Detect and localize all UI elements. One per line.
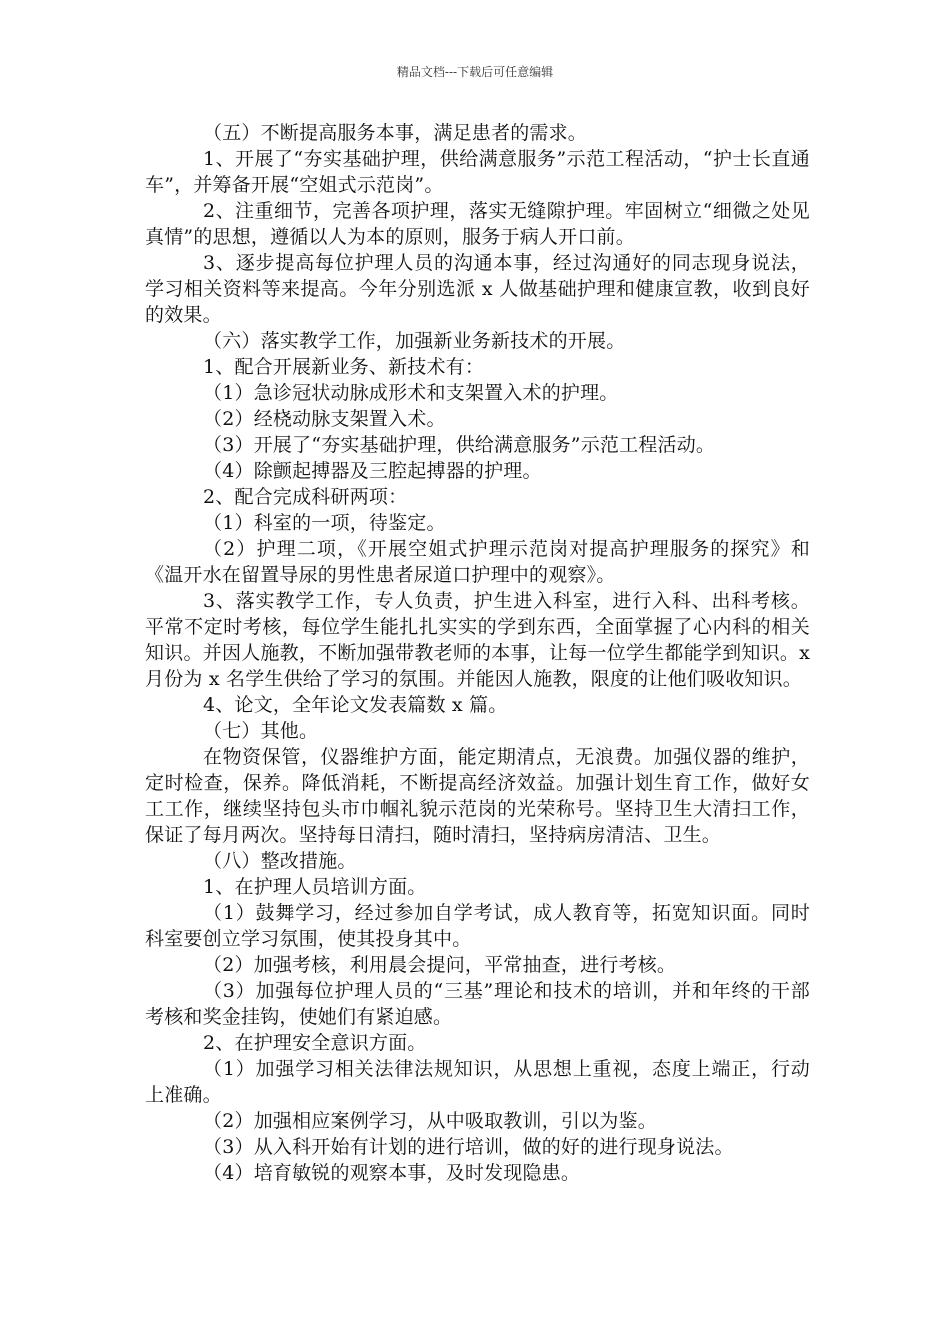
list-item: （4）除颤起搏器及三腔起搏器的护理。	[203, 460, 542, 482]
list-item: （1）科室的一项，待鉴定。	[203, 512, 446, 534]
document-body	[145, 120, 810, 1186]
paragraph: 4、论文，全年论文发表篇数 x 篇。	[203, 694, 508, 716]
list-item: （3）开展了“夯实基础护理，供给满意服务”示范工程活动。	[203, 434, 716, 456]
heading-other: （七）其他。	[203, 720, 319, 742]
paragraph: 1、在护理人员培训方面。	[203, 876, 427, 898]
paragraph: 在物资保管，仪器维护方面，能定期清点，无浪费。加强仪器的维护，定时检查，保养。降低消耗，不断提高经济效益。加强计划生育工作，做好女工工作，继续坚持包头市巾帼礼貌示范岗的光荣称号。坚持卫生大清扫工作，保证了每月两次。坚持每日清扫，随时清扫，坚持病房清洁、卫生。	[145, 746, 810, 846]
list-item: （2）加强考核，利用晨会提问，平常抽查，进行考核。	[203, 954, 677, 976]
heading-teaching: （六）落实教学工作，加强新业务新技术的开展。	[203, 330, 626, 352]
paragraph: 3、落实教学工作，专人负责，护生进入科室，进行入科、出科考核。平常不定时考核，每位学生能扎扎实实的学到东西，全面掌握了心内科的相关知识。并因人施教，不断加强带教老师的本事，让每一位学生都能学到知识。x 月份为 x 名学生供给了学习的氛围。并能因人施教，限度的让他们吸收知识。	[145, 590, 810, 690]
list-item: （3）加强每位护理人员的“三基”理论和技术的培训，并和年终的干部考核和奖金挂钩，使她们有紧迫感。	[145, 980, 810, 1028]
paragraph: 1、开展了“夯实基础护理，供给满意服务”示范工程活动，“护士长直通车”，并筹备开展“空姐式示范岗”。	[145, 148, 810, 196]
list-item: （2）经桡动脉支架置入术。	[203, 408, 446, 430]
list-item: （3）从入科开始有计划的进行培训，做的好的进行现身说法。	[203, 1136, 734, 1158]
list-item: （2）加强相应案例学习，从中吸取教训，引以为鉴。	[203, 1110, 657, 1132]
paragraph: 2、在护理安全意识方面。	[203, 1032, 427, 1054]
list-item: （2）护理二项，《开展空姐式护理示范岗对提高护理服务的探究》和《温开水在留置导尿的男性患者尿道口护理中的观察》。	[145, 538, 810, 586]
list-item: （4）培育敏锐的观察本事，及时发现隐患。	[203, 1162, 581, 1184]
paragraph: 2、配合完成科研两项：	[203, 486, 408, 508]
list-item: （1）加强学习相关法律法规知识，从思想上重视，态度上端正，行动上准确。	[145, 1058, 810, 1106]
paragraph: 3、逐步提高每位护理人员的沟通本事，经过沟通好的同志现身说法，学习相关资料等来提高。今年分别选派 x 人做基础护理和健康宣教，收到良好的效果。	[145, 252, 810, 326]
list-item: （1）急诊冠状动脉成形术和支架置入术的护理。	[203, 382, 619, 404]
list-item: （1）鼓舞学习，经过参加自学考试，成人教育等，拓宽知识面。同时科室要创立学习氛围，使其投身其中。	[145, 902, 810, 950]
paragraph: 2、注重细节，完善各项护理，落实无缝隙护理。牢固树立“细微之处见真情”的思想，遵循以人为本的原则，服务于病人开口前。	[145, 200, 810, 248]
page-header: 精品文档---下载后可任意编辑	[396, 65, 554, 79]
heading-rectification: （八）整改措施。	[203, 850, 357, 872]
heading-service: （五）不断提高服务本事，满足患者的需求。	[203, 122, 588, 144]
paragraph: 1、配合开展新业务、新技术有：	[203, 356, 485, 378]
